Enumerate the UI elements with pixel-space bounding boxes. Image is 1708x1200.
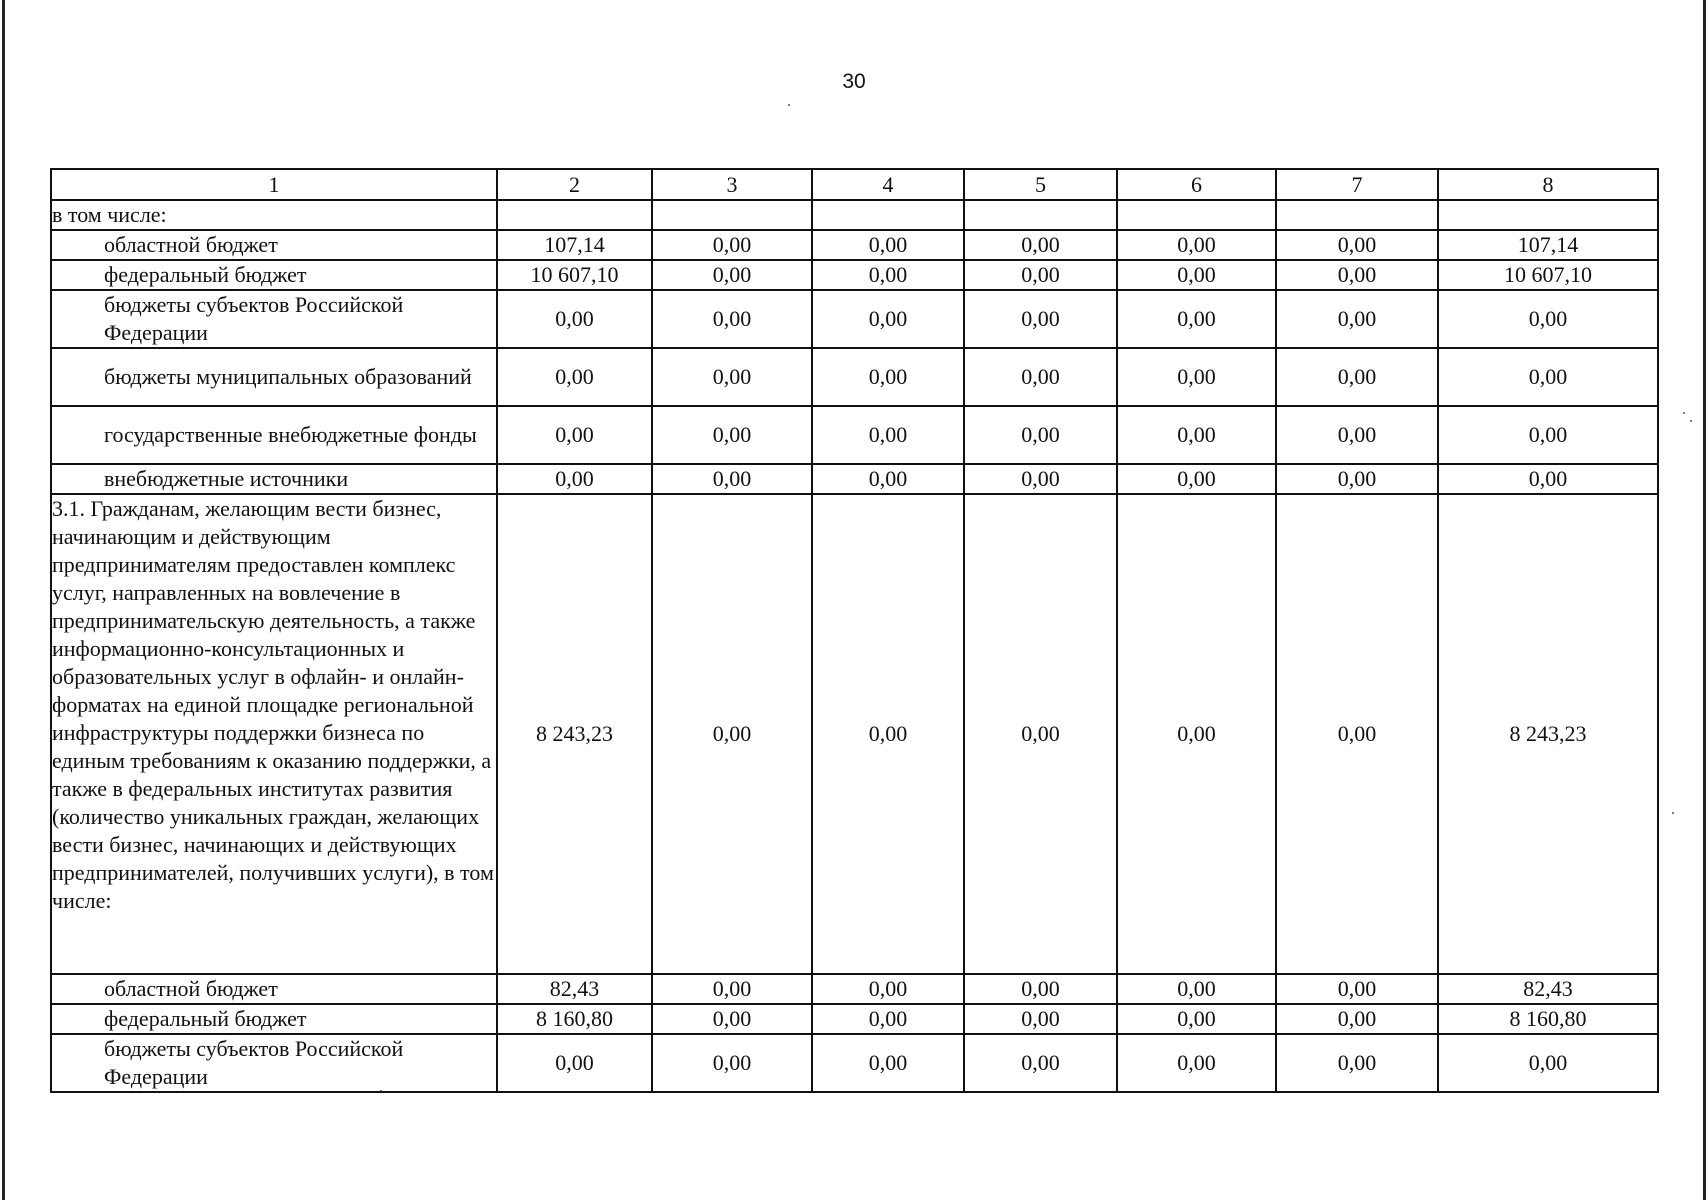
row-label: бюджеты субъектов Российской Федерации — [51, 1034, 497, 1092]
value-cell: 0,00 — [497, 348, 652, 406]
value-cell: 0,00 — [964, 406, 1117, 464]
value-cell: 0,00 — [497, 290, 652, 348]
value-cell: 0,00 — [652, 1004, 812, 1034]
value-cell — [497, 200, 652, 230]
value-cell: 0,00 — [1117, 494, 1276, 974]
value-cell: 8 160,80 — [497, 1004, 652, 1034]
value-cell: 0,00 — [497, 464, 652, 494]
value-cell: 0,00 — [1276, 348, 1438, 406]
value-cell: 0,00 — [652, 348, 812, 406]
scan-border-left — [2, 0, 5, 1200]
value-cell: 0,00 — [1276, 974, 1438, 1004]
scan-speck — [1690, 420, 1692, 422]
value-cell: 0,00 — [1117, 974, 1276, 1004]
value-cell — [964, 200, 1117, 230]
column-header: 5 — [964, 169, 1117, 200]
value-cell — [652, 200, 812, 230]
value-cell: 0,00 — [497, 1034, 652, 1092]
value-cell: 0,00 — [1276, 1004, 1438, 1034]
table-row — [51, 290, 1658, 348]
value-cell: 0,00 — [1276, 464, 1438, 494]
value-cell: 0,00 — [964, 348, 1117, 406]
value-cell: 107,14 — [1438, 230, 1658, 260]
value-cell: 0,00 — [652, 230, 812, 260]
value-cell: 0,00 — [652, 406, 812, 464]
row-label: 3.1. Гражданам, желающим вести бизнес, начинающим и действующим предпринимателям предоставлен комплекс услуг, направленных на вовлечение в предпринимательскую деятельность, а также информационно-консультационных и образовательных услуг в офлайн- и онлайн-форматах на единой площадке региональной инфраструктуры поддержки бизнеса по единым требованиям к оказанию поддержки, а также в федеральных институтах развития (количество уникальных граждан, желающих вести бизнес, начинающих и действующих предпринимателей, получивших услуги), в том числе: — [51, 494, 497, 974]
scan-speck — [1672, 812, 1674, 814]
table-row — [51, 230, 1658, 260]
column-header: 3 — [652, 169, 812, 200]
scan-speck — [788, 104, 790, 106]
table-row — [51, 406, 1658, 464]
table-row — [51, 464, 1658, 494]
value-cell: 82,43 — [497, 974, 652, 1004]
row-label: областной бюджет — [51, 230, 497, 260]
column-header: 6 — [1117, 169, 1276, 200]
value-cell: 0,00 — [964, 464, 1117, 494]
value-cell — [1276, 200, 1438, 230]
scan-speck — [1683, 412, 1685, 414]
value-cell: 0,00 — [1438, 290, 1658, 348]
value-cell — [1438, 200, 1658, 230]
table-row — [51, 1004, 1658, 1034]
column-header: 1 — [51, 169, 497, 200]
value-cell: 0,00 — [1117, 230, 1276, 260]
value-cell: 0,00 — [1276, 494, 1438, 974]
value-cell: 8 160,80 — [1438, 1004, 1658, 1034]
value-cell: 0,00 — [812, 260, 964, 290]
value-cell: 0,00 — [652, 494, 812, 974]
row-label: государственные внебюджетные фонды — [51, 406, 497, 464]
value-cell: 0,00 — [964, 230, 1117, 260]
value-cell: 0,00 — [1276, 260, 1438, 290]
value-cell: 0,00 — [812, 464, 964, 494]
value-cell: 0,00 — [812, 974, 964, 1004]
value-cell: 107,14 — [497, 230, 652, 260]
value-cell: 0,00 — [812, 1034, 964, 1092]
value-cell: 10 607,10 — [1438, 260, 1658, 290]
value-cell: 8 243,23 — [497, 494, 652, 974]
value-cell: 0,00 — [1117, 260, 1276, 290]
value-cell: 0,00 — [1276, 290, 1438, 348]
value-cell: 0,00 — [812, 1004, 964, 1034]
budget-table — [50, 168, 1659, 1093]
page-number: 30 — [842, 70, 866, 93]
table-row — [51, 260, 1658, 290]
value-cell: 0,00 — [1117, 348, 1276, 406]
value-cell: 82,43 — [1438, 974, 1658, 1004]
column-header: 8 — [1438, 169, 1658, 200]
value-cell — [812, 200, 964, 230]
table-row — [51, 974, 1658, 1004]
value-cell: 0,00 — [812, 348, 964, 406]
table-body — [51, 200, 1658, 1092]
value-cell — [1117, 200, 1276, 230]
row-label: федеральный бюджет — [51, 260, 497, 290]
row-label: внебюджетные источники — [51, 464, 497, 494]
value-cell: 0,00 — [1117, 464, 1276, 494]
value-cell: 0,00 — [1438, 406, 1658, 464]
value-cell: 0,00 — [1117, 1034, 1276, 1092]
value-cell: 0,00 — [1117, 290, 1276, 348]
value-cell: 0,00 — [812, 230, 964, 260]
value-cell: 0,00 — [652, 464, 812, 494]
value-cell: 0,00 — [1438, 1034, 1658, 1092]
table-row — [51, 494, 1658, 974]
row-label: федеральный бюджет — [51, 1004, 497, 1034]
value-cell: 10 607,10 — [497, 260, 652, 290]
value-cell: 0,00 — [812, 406, 964, 464]
value-cell: 0,00 — [497, 406, 652, 464]
column-header: 4 — [812, 169, 964, 200]
value-cell: 0,00 — [1117, 1004, 1276, 1034]
value-cell: 0,00 — [652, 1034, 812, 1092]
value-cell: 0,00 — [1276, 1034, 1438, 1092]
value-cell: 0,00 — [964, 1004, 1117, 1034]
value-cell: 0,00 — [1117, 406, 1276, 464]
value-cell: 0,00 — [812, 290, 964, 348]
value-cell: 0,00 — [652, 974, 812, 1004]
table-header-row — [51, 169, 1658, 200]
value-cell: 0,00 — [812, 494, 964, 974]
column-header: 7 — [1276, 169, 1438, 200]
row-label: бюджеты муниципальных образований — [51, 348, 497, 406]
value-cell: 0,00 — [1438, 348, 1658, 406]
value-cell: 0,00 — [652, 290, 812, 348]
value-cell: 8 243,23 — [1438, 494, 1658, 974]
value-cell: 0,00 — [964, 290, 1117, 348]
value-cell: 0,00 — [1438, 464, 1658, 494]
value-cell: 0,00 — [1276, 230, 1438, 260]
row-label: областной бюджет — [51, 974, 497, 1004]
scan-border-right — [1703, 0, 1706, 1200]
table-row — [51, 200, 1658, 230]
value-cell: 0,00 — [964, 260, 1117, 290]
value-cell: 0,00 — [964, 494, 1117, 974]
value-cell: 0,00 — [1276, 406, 1438, 464]
value-cell: 0,00 — [964, 1034, 1117, 1092]
table-row — [51, 348, 1658, 406]
table-row — [51, 1034, 1658, 1092]
value-cell: 0,00 — [964, 974, 1117, 1004]
value-cell: 0,00 — [652, 260, 812, 290]
row-label: в том числе: — [51, 200, 497, 230]
column-header: 2 — [497, 169, 652, 200]
row-label: бюджеты субъектов Российской Федерации — [51, 290, 497, 348]
